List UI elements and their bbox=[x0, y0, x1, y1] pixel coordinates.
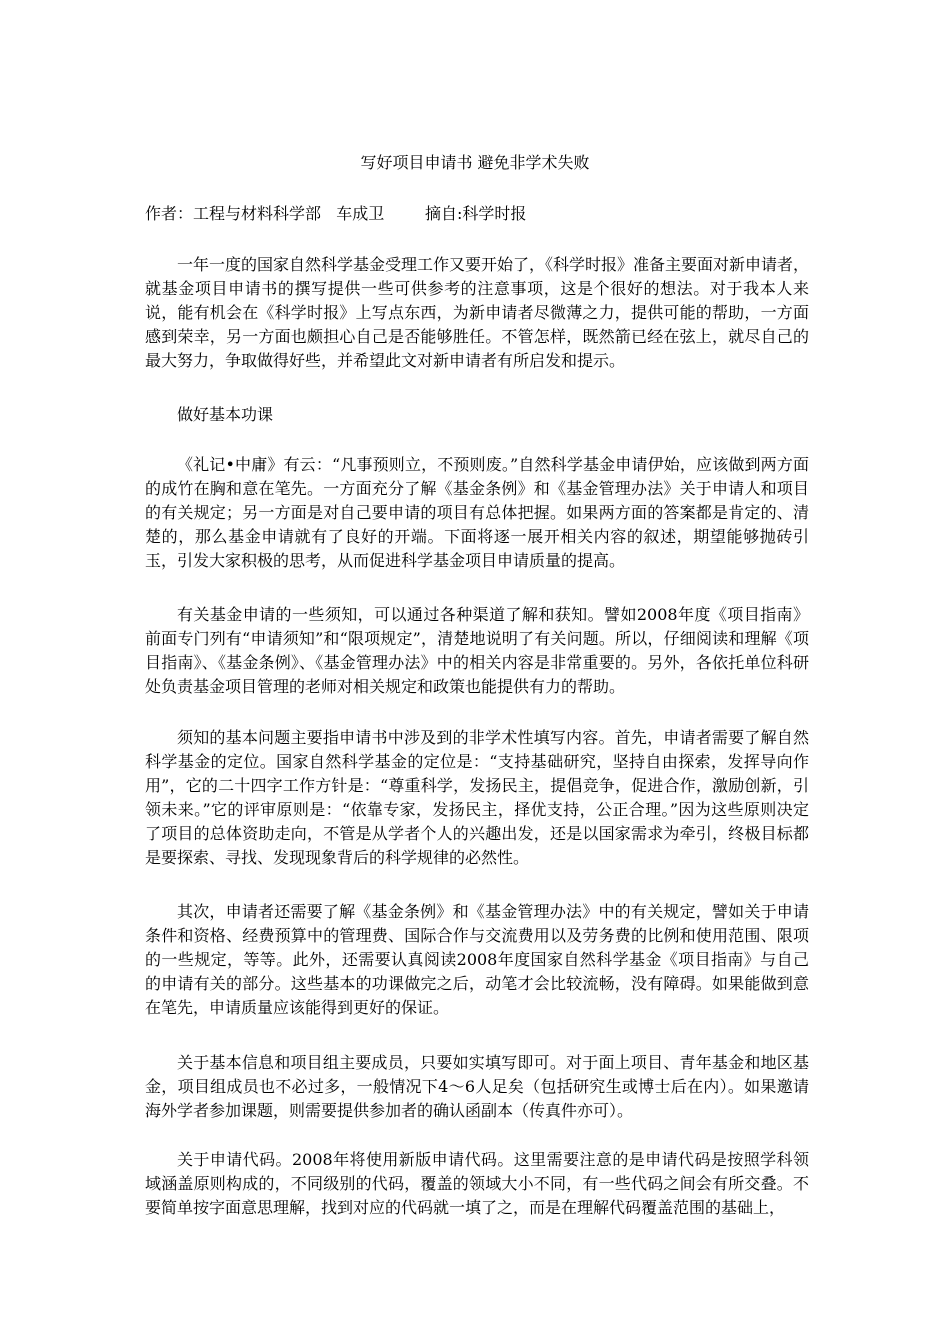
paragraph: 其次，申请者还需要了解《基金条例》和《基金管理办法》中的有关规定，譬如关于申请条件和资格、经费预算中的管理费、国际合作与交流费用以及劳务费的比例和使用范围、限项的一些规定，等等。此外，还需要认真阅读2008年度国家自然科学基金《项目指南》与自己的申请有关的部分。这些基本的功课做完之后，动笔才会比较流畅，没有障碍。如果能做到意在笔先，申请质量应该能得到更好的保证。 bbox=[145, 902, 809, 1017]
paragraph: 有关基金申请的一些须知，可以通过各种渠道了解和获知。譬如2008年度《项目指南》前面专门列有“申请须知”和“限项规定”，清楚地说明了有关问题。所以，仔细阅读和理解《项目指南》、《基金条例》、《基金管理办法》中的相关内容是非常重要的。另外，各依托单位科研处负责基金项目管理的老师对相关规定和政策也能提供有力的帮助。 bbox=[145, 605, 809, 696]
paragraph-intro: 一年一度的国家自然科学基金受理工作又要开始了，《科学时报》准备主要面对新申请者，就基金项目申请书的撰写提供一些可供参考的注意事项，这是个很好的想法。对于我本人来说，能有机会在《科学时报》上写点东西，为新申请者尽微薄之力，提供可能的帮助，一方面感到荣幸，另一方面也颇担心自己是否能够胜任。不管怎样，既然箭已经在弦上，就尽自己的最大努力，争取做得好些，并希望此文对新申请者有所启发和提示。 bbox=[145, 255, 810, 370]
section-heading: 做好基本功课 bbox=[177, 405, 274, 424]
paragraph: 须知的基本问题主要指申请书中涉及到的非学术性填写内容。首先，申请者需要了解自然科学基金的定位。国家自然科学基金的定位是：“支持基础研究，坚持自由探索，发挥导向作用”，它的二十四字工作方针是：“尊重科学，发扬民主，提倡竞争，促进合作，激励创新，引领未来。”它的评审原则是：“依靠专家，发扬民主，择优支持，公正合理。”因为这些原则决定了项目的总体资助走向，不管是从学者个人的兴趣出发，还是以国家需求为牵引，终极目标都是要探索、寻找、发现现象背后的科学规律的必然性。 bbox=[145, 728, 809, 867]
document-title: 写好项目申请书 避免非学术失败 bbox=[360, 153, 590, 172]
paragraph: 关于申请代码。2008年将使用新版申请代码。这里需要注意的是申请代码是按照学科领域涵盖原则构成的，不同级别的代码，覆盖的领域大小不同，有一些代码之间会有所交叠。不要简单按字面意思理解，找到对应的代码就一填了之，而是在理解代码覆盖范围的基础上， bbox=[145, 1150, 809, 1217]
paragraph: 关于基本信息和项目组主要成员，只要如实填写即可。对于面上项目、青年基金和地区基金，项目组成员也不必过多，一般情况下4～6人足矣（包括研究生或博士后在内）。如果邀请海外学者参加课题，则需要提供参加者的确认函副本（传真件亦可）。 bbox=[145, 1053, 809, 1120]
paragraph: 《礼记•中庸》有云：“凡事预则立，不预则废。”自然科学基金申请伊始，应该做到两方面的成竹在胸和意在笔先。一方面充分了解《基金条例》和《基金管理办法》关于申请人和项目的有关规定；另一方面是对自己要申请的项目有总体把握。如果两方面的答案都是肯定的、清楚的，那么基金申请就有了良好的开端。下面将逐一展开相关内容的叙述，期望能够抛砖引玉，引发大家积极的思考，从而促进科学基金项目申请质量的提高。 bbox=[145, 455, 809, 570]
author-line: 作者：工程与材料科学部 车成卫 摘自:科学时报 bbox=[145, 204, 527, 223]
